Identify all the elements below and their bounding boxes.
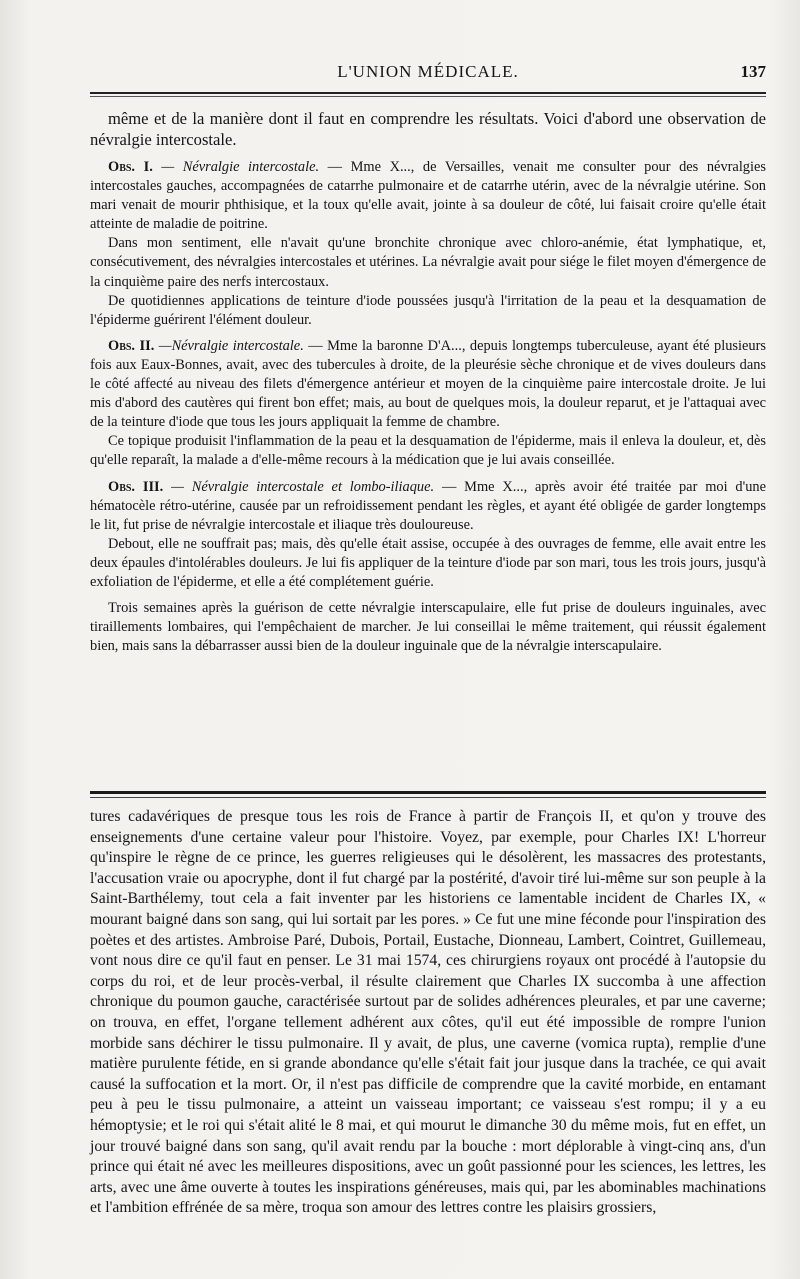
observation-3 (90, 478, 766, 535)
page-number: 137 (740, 62, 766, 81)
observation-3-paragraph-2: Debout, elle ne souffrait pas; mais, dès qu'elle était assise, occupée à des ouvrages de femme, elle avait entre les deux épaules d'intolérables douleurs. Je lui fis appliquer de la teinture d'iode par son mari, tous les trois jours, jusqu'à exfoliation de l'épiderme, et elle a été complétement guérie. (90, 535, 766, 590)
header-rule (90, 92, 766, 94)
observation-3-text: — Mme X..., après avoir été traitée par moi d'une hématocèle rétro-utérine, causée par un refroidissement pendant les règles, et ayant été obligée de garder longtemps le lit, fut prise de névralgie intercostale et iliaque très douloureuse. (90, 478, 766, 533)
observation-3-title: — Névralgie intercostale et lombo-iliaque. (163, 478, 435, 495)
observation-1 (90, 158, 766, 234)
observation-3-paragraph-3: Trois semaines après la guérison de cette névralgie interscapulaire, elle fut prise de douleurs inguinales, avec tiraillements lombaires, qui l'empêchaient de marcher. Je lui conseillai le même traitement, qui réussit également bien, mais sans la débarrasser aussi bien de la douleur inguinale que de la névralgie interscapulaire. (90, 600, 766, 655)
observation-2-text: — Mme la baronne D'A..., depuis longtemps tuberculeuse, ayant été plusieurs fois aux Eaux-Bonnes, avait, avec des tubercules à droite, de la pleurésie sèche chronique et de vives douleurs dans le côté affecté au niveau des filets d'émergence antérieur et moyen de la cinquième paire intercostale droite. Je lui mis d'abord des cautères qui firent bon effet; mais, au bout de quelques mois, la douleur reparut, et je l'attaquai avec de la teinture d'iode que tous les jours appliquait la femme de chambre. (90, 337, 766, 431)
feuilleton-separator-thin (90, 797, 766, 798)
observation-1-paragraph-3: De quotidiennes applications de teinture d'iode poussées jusqu'à l'irritation de la peau et la desquamation de l'épiderme guérirent l'élément douleur. (90, 292, 766, 328)
observation-2-paragraph-2: Ce topique produisit l'inflammation de la peau et la desquamation de l'épiderme, mais il enleva la douleur, et, dès qu'elle reparaît, la malade a d'elle-même recours à la médication que je lui avais conseillée. (90, 433, 766, 469)
observation-1-text: — Mme X..., de Versailles, venait me consulter pour des névralgies intercostales gauches, accompagnées de catarrhe pulmonaire et de catarrhe utérin, avec de la névralgie utérine. Son mari venait de mourir phthisique, et la toux qu'elle avait, jointe à sa douleur de côté, lui faisait croire qu'elle était atteinte de maladie de poitrine. (90, 159, 766, 233)
running-head (90, 62, 766, 88)
feuilleton-body (90, 807, 766, 1219)
observation-1-title: — Névralgie intercostale. (152, 159, 320, 175)
observation-2-title: —Névralgie intercostale. (154, 337, 304, 354)
observation-3-label: Obs. III. (108, 478, 164, 495)
observation-1-paragraph-2: Dans mon sentiment, elle n'avait qu'une bronchite chronique avec chloro-anémie, état lymphatique, et, consécutivement, des névralgies intercostales et utérines. La névralgie avait pour siége le filet moyen d'émergence de la cinquième paire des nerfs intercostaux. (90, 235, 766, 290)
article-body (90, 108, 766, 656)
intro-paragraph: même et de la manière dont il faut en comprendre les résultats. Voici d'abord une observation de névralgie intercostale. (90, 109, 766, 149)
observation-2-label: Obs. II. (108, 337, 155, 354)
feuilleton-separator (90, 791, 766, 794)
header-rule-thin (90, 96, 766, 97)
observation-2 (90, 337, 766, 432)
running-title: L'UNION MÉDICALE. (337, 62, 519, 81)
feuilleton-paragraph: tures cadavériques de presque tous les rois de France à partir de François II, et qu'on y trouve des enseignements d'une certaine valeur pour l'histoire. Voyez, par exemple, pour Charles IX! L'horreur qu'inspire le règne de ce prince, les guerres religieuses qui le désolèrent, les massacres des protestants, l'accusation vraie ou apocryphe, dont il fut chargé par la postérité, d'avoir tiré lui-même sur son peuple à la Saint-Barthélemy, tout cela a fait inventer par les historiens ce lamentable incident de Charles IX, « mourant baigné dans son sang, qui lui sortait par les pores. » Ce fut une mine féconde pour l'inspiration des poètes et des artistes. Ambroise Paré, Dubois, Portail, Eustache, Dionneau, Lambert, Cointret, Guillemeau, vont nous dire ce qu'il faut en penser. Le 31 mai 1574, ces chirurgiens royaux ont procédé à l'autopsie du corps du roi, et de leur procès-verbal, il résulte clairement que Charles IX succomba à une affection chronique du poumon gauche, caractérisée surtout par de solides adhérences pleurales, et par une caverne; on trouva, en effet, l'organe tellement adhérent aux côtes, qu'il eut été impossible de rompre l'union morbide sans déchirer le tissu pulmonaire. Il y avait, de plus, une caverne (vomica rupta), remplie d'une matière purulente fétide, en si grande abondance qu'elle s'était fait jour jusque dans la trachée, ce qui avait causé la suffocation et la mort. Or, il n'est pas difficile de comprendre que la cavité morbide, en entamant peu à peu le tissu pulmonaire, a atteint un vaisseau important; ce vaisseau s'est rompu; il y a eu hémoptysie; et le roi qui s'était alité le 8 mai, et qui mourut le dimanche 30 du même mois, fut en effet, un jour trouvé baigné dans son sang, qu'il avait rendu par la bouche : mort déplorable à vingt-cinq ans, d'un prince qui était né avec les meilleures dispositions, avec un goût passionné pour les sciences, les lettres, les arts, avec une âme ouverte à toutes les inspirations généreuses, mais qui, par les abominables machinations et l'ambition effrénée de sa mère, troqua son amour des lettres contre les plaisirs grossiers, (90, 808, 766, 1217)
observation-1-label: Obs. I. (108, 159, 153, 175)
